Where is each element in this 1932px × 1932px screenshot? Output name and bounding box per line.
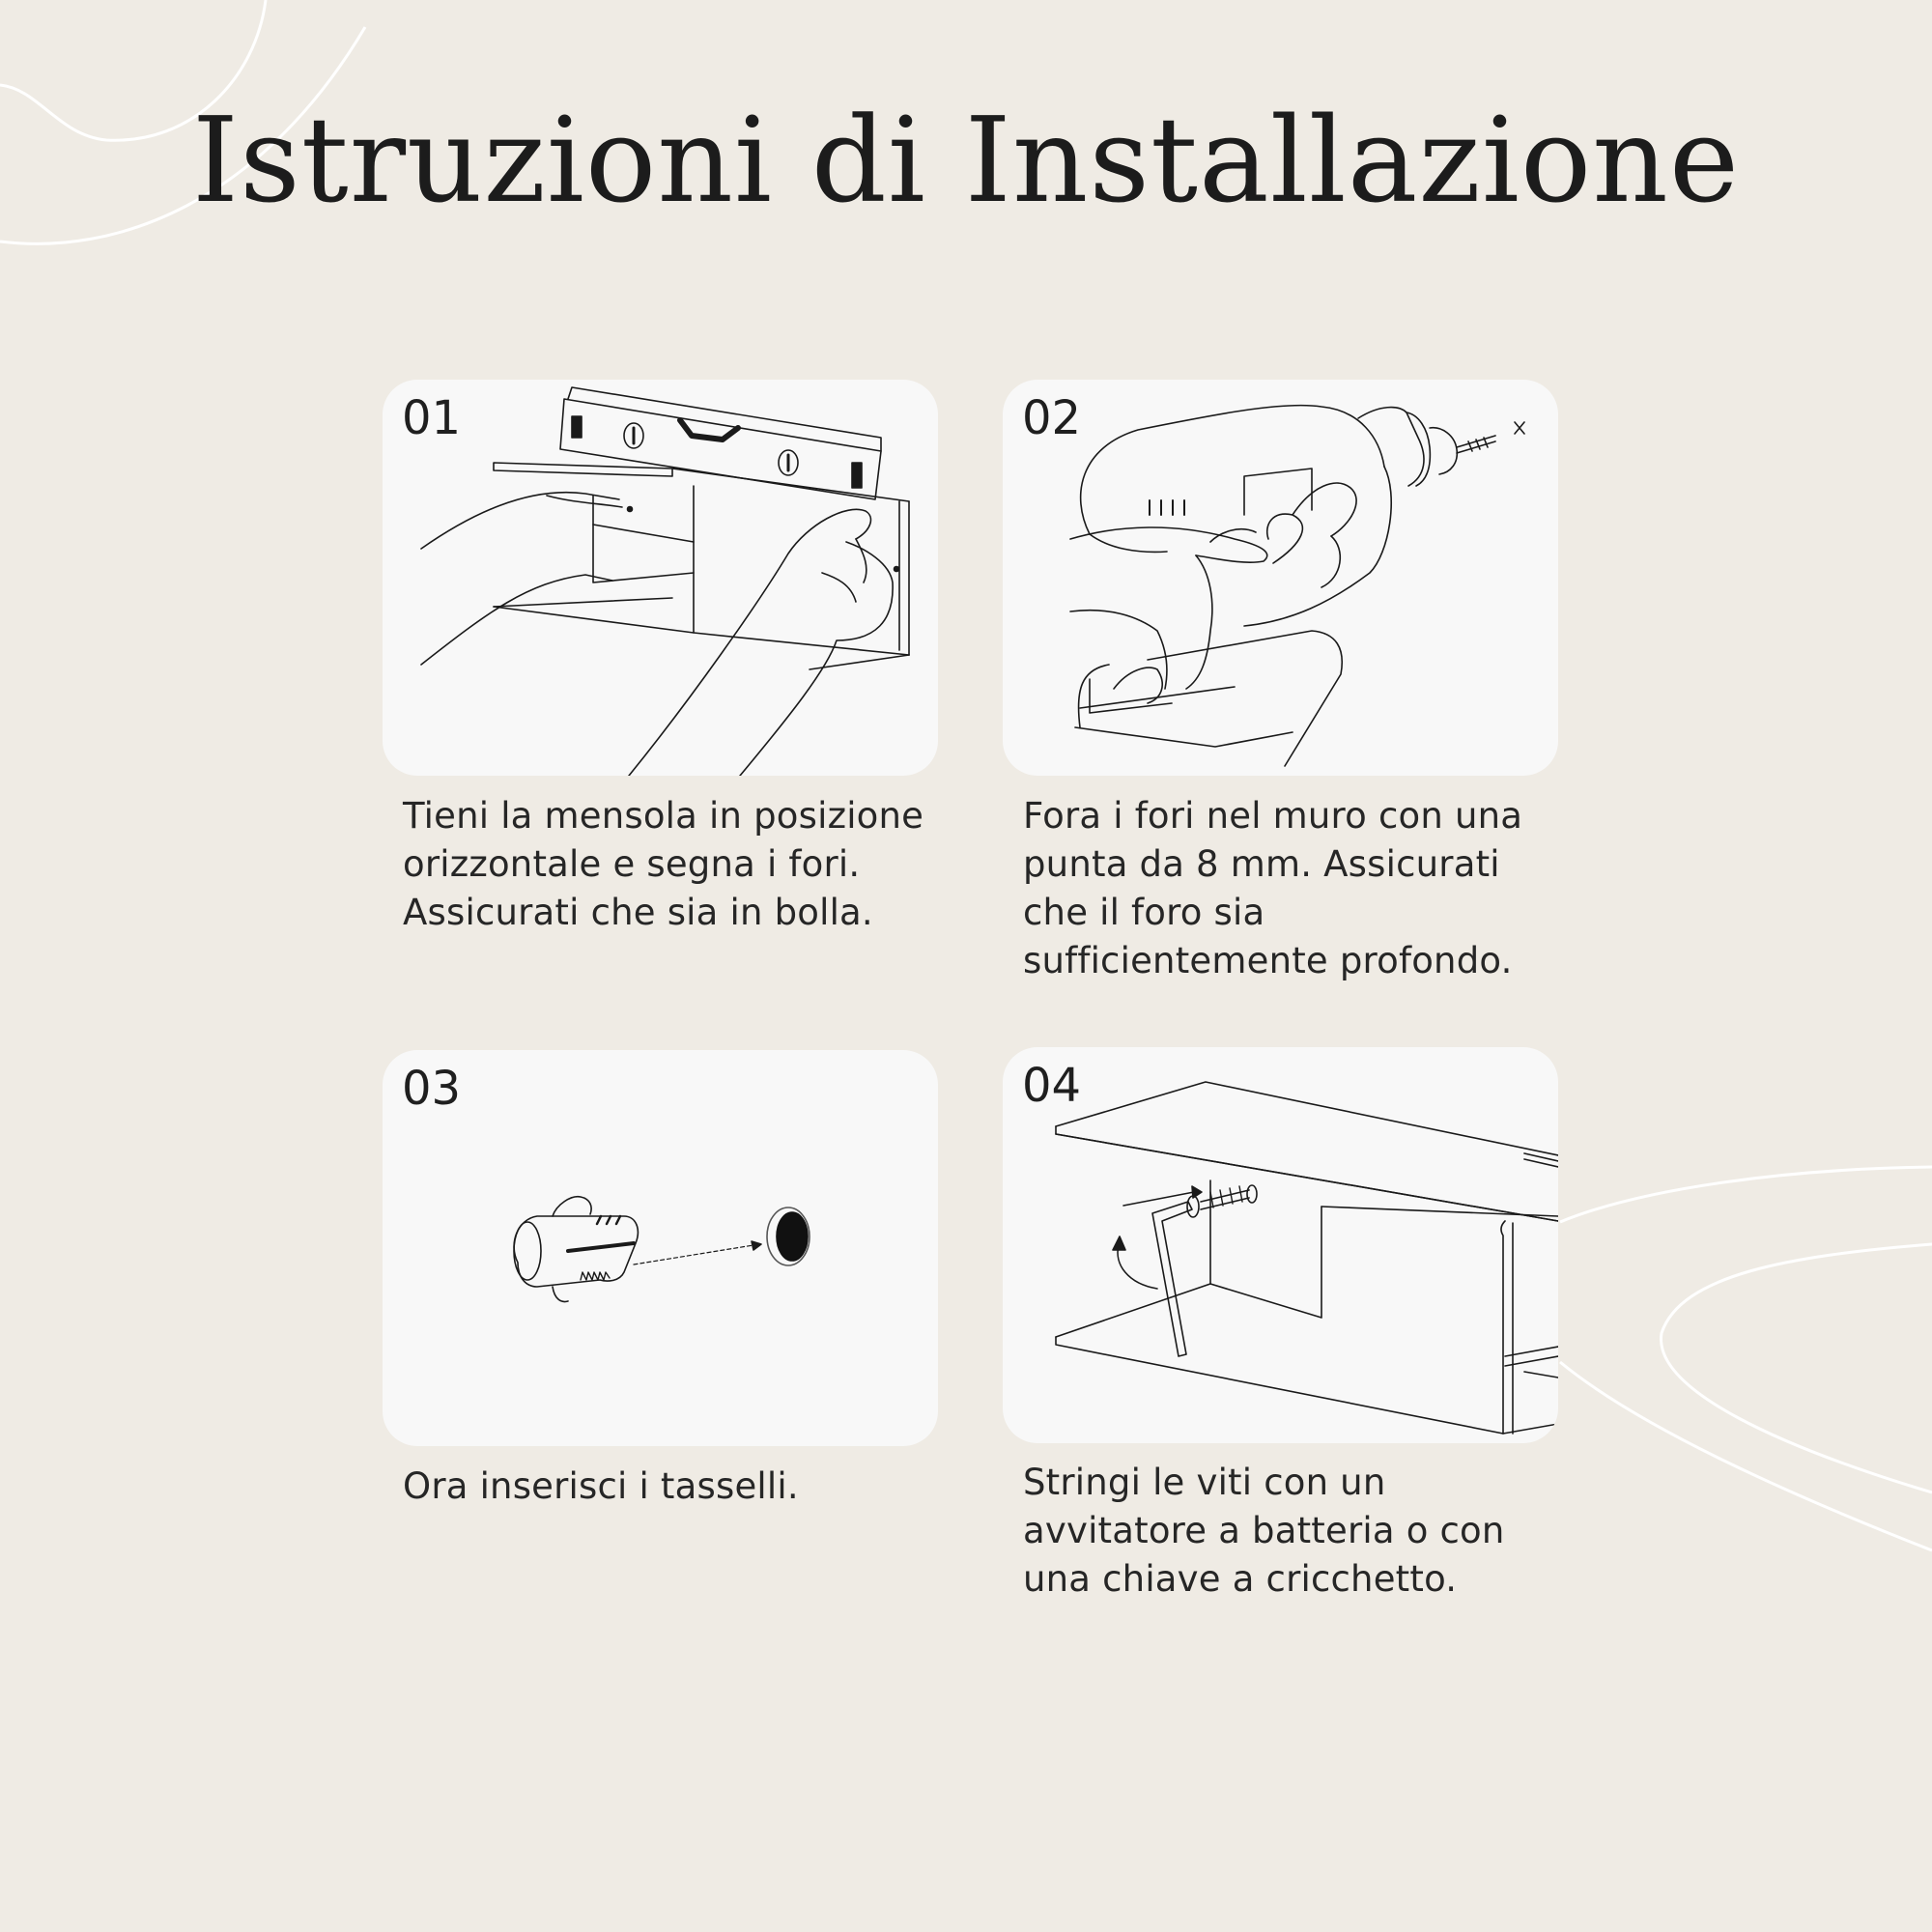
step-2-caption: Fora i fori nel muro con una punta da 8 mm. Assicurati che il foro sia sufficientemente profondo. [1023, 795, 1523, 981]
step-3-caption: Ora inserisci i tasselli. [403, 1465, 799, 1507]
step-card-3 [383, 1050, 938, 1446]
step-card-1 [383, 380, 938, 776]
drill-illustration [1003, 380, 1558, 776]
step-1-caption: Tieni la mensola in posizione orizzontale e segna i fori. Assicurati che sia in bolla. [403, 795, 924, 933]
page-title: Istruzioni di Installazione [191, 92, 1741, 229]
level-on-shelf-illustration [383, 380, 938, 776]
step-4-caption: Stringi le viti con un avvitatore a batteria o con una chiave a cricchetto. [1023, 1462, 1505, 1600]
step-number: 04 [1022, 1059, 1082, 1113]
step-number: 02 [1022, 391, 1082, 445]
step-card-2 [1003, 380, 1558, 776]
allen-key-shelf-illustration [1003, 1047, 1558, 1443]
step-card-4 [1003, 1047, 1558, 1443]
step-number: 03 [402, 1062, 462, 1116]
wall-plug-illustration [383, 1050, 938, 1446]
step-number: 01 [402, 391, 462, 445]
